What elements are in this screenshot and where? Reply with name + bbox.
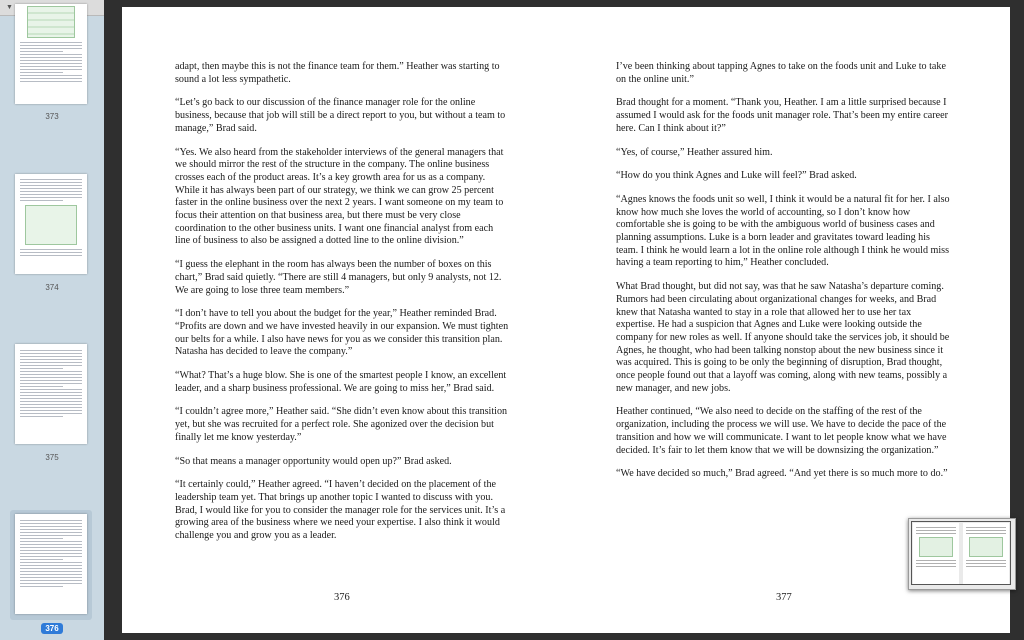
paragraph: What Brad thought, but did not say, was that he saw Natasha’s departure coming. Rumors had been circulating about organizational changes for weeks, and Brad knew that Natasha wanted to stay in a role that allowed her to use her tax expertise. He had a suspicion that Agnes and Luke were looking outside the company for new roles as well. If anyone should take the services job, it should be Agnes, he thought, who had been talking nonstop about the new business since it was acquired. This is going to be only the beginning of disruption, Brad thought, once people found out that a layoff was coming, along with new teams, possibly a new manager, and new jobs. (616, 281, 950, 394)
paragraph: “It certainly could,” Heather agreed. “I haven’t decided on the placement of the leadership team yet. That brings up another topic I wanted to discuss with you. Brad, I would like for you to consider the manager role for the services unit. It’s a growing area of the business where we need your expertise. I also think it would challenge you and grow you as a leader. (175, 479, 506, 542)
paragraph: Heather continued, “We also need to decide on the staffing of the rest of the organization, including the process we will use. We have to decide the pace of the transition and how we will communicate. I want to let people know what we have decided. It’s fair to let them know that we will be downsizing the organization.” (616, 406, 947, 456)
page-thumbnail-selected[interactable] (15, 514, 87, 614)
paragraph: Brad thought for a moment. “Thank you, Heather. I am a little surprised because I assumed I would ask for the foods unit manager role. That’s been my entire career here. Can I think about it?” (616, 97, 948, 134)
page-thumbnail[interactable] (15, 344, 87, 444)
paragraph: “Yes. We also heard from the stakeholder interviews of the general managers that we should mirror the rest of the structure in the company. The online business crosses each of the product areas. It’s a key growth area for us as a company. While it has always been part of our strategy, we think we can grow 25 percent faster in the online business over the next 2 years. I want someone on my team to focus their attention on that business area, but there must be very close coordination to the other business units. I want one financial analyst from each line of business to also be assigned a dotted line to the online division.” (175, 146, 504, 247)
paragraph: “How do you think Agnes and Luke will feel?” Brad asked. (616, 170, 857, 182)
document-view[interactable] (104, 0, 1024, 640)
thumbnail-sidebar[interactable] (0, 0, 104, 640)
two-page-spread (122, 7, 1010, 633)
paragraph: adapt, then maybe this is not the finance team for them.” Heather was starting to sound a lot less sympathetic. (175, 61, 500, 85)
page-number-label: 374 (45, 283, 59, 292)
paragraph: “So that means a manager opportunity would open up?” Brad asked. (175, 455, 452, 467)
page-thumbnail[interactable] (15, 4, 87, 104)
page-navigator-overview[interactable] (908, 518, 1016, 590)
disclosure-triangle-icon[interactable]: ▼ (6, 4, 13, 11)
right-page-text (616, 61, 952, 492)
page-number-label: 375 (45, 453, 59, 462)
paragraph: I’ve been thinking about tapping Agnes to take on the foods unit and Luke to take on the online unit.” (616, 61, 946, 85)
paragraph: “We have decided so much,” Brad agreed. “And yet there is so much more to do.” (616, 468, 948, 480)
paragraph: “Let’s go back to our discussion of the finance manager role for the online business, because that job will still be a direct report to you, but without a team to manage,” Brad said. (175, 97, 506, 134)
paragraph: “Yes, of course,” Heather assured him. (616, 146, 773, 158)
paragraph: “I couldn’t agree more,” Heather said. “She didn’t even know about this transition yet, but she was recruited for a perfect role. She agonized over the decision but finally let me know yesterday.” (175, 406, 508, 443)
page-thumbnail[interactable] (15, 174, 87, 274)
left-page-number: 376 (334, 592, 350, 603)
paragraph: “Agnes knows the foods unit so well, I think it would be a natural fit for her. I also know how much she loves the world of accounting, so I don’t know how comfortable she is going to be with the ambiguous world of business cases and planning assumptions. Luke is a born leader and gravitates toward leading his team. I think he would learn a lot in the online role although I think he would miss having a team reporting to him,” Heather concluded. (616, 193, 950, 269)
page-number-label-active: 376 (0, 624, 104, 633)
left-page-text (175, 61, 509, 554)
page-number-label: 373 (45, 112, 59, 121)
visible-area-indicator[interactable] (911, 521, 1011, 585)
paragraph: “What? That’s a huge blow. She is one of the smartest people I know, an excellent leader, and a sharp business professional. We are going to miss her,” Brad said. (175, 370, 507, 394)
paragraph: “I guess the elephant in the room has always been the number of boxes on this chart,” Brad said quietly. “There are still 4 managers, but only 9 analysts, not 12. We are going to lose three team members.” (175, 259, 502, 296)
right-page-number: 377 (776, 592, 792, 603)
paragraph: “I don’t have to tell you about the budget for the year,” Heather reminded Brad. “Profits are down and we have invested heavily in our expansion. We must tighten our belts for a while. I also have news for you as we consider this transition plan. Natasha has decided to leave the company.” (175, 308, 509, 358)
